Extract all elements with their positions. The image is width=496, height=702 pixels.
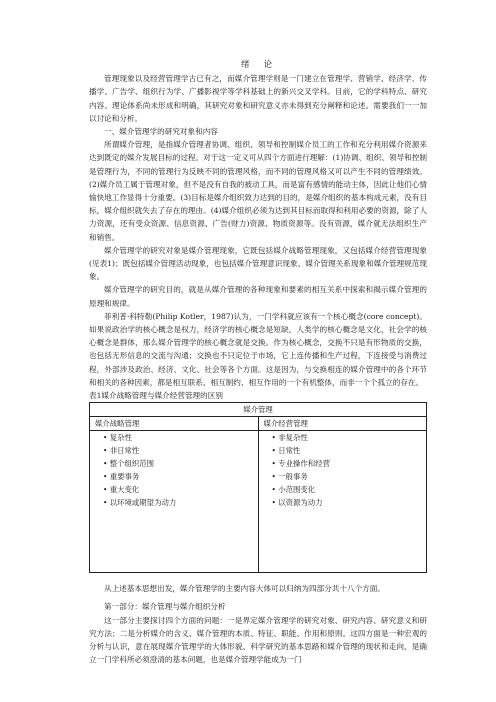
list-item: • 重大变化 <box>103 483 253 496</box>
paragraph-research-purpose: 媒介管理学的研究目的，就是从媒介管理的各种现象和要素的相互关系中探索和揭示媒介管理的原理和规律。 <box>89 285 427 308</box>
table-col-operation: 媒介经营管理 <box>258 417 427 431</box>
list-item: • 小范围变化 <box>272 483 422 496</box>
list-item: • 整个组织范围 <box>103 457 253 470</box>
strategy-list-cell <box>90 431 259 573</box>
comparison-table <box>89 402 427 573</box>
table-header: 媒介管理 <box>90 403 427 417</box>
paragraph-summary: 从上述基本思想出发，媒介管理学的主要内容大体可以归纳为四部分共十八个方面。 <box>104 584 385 594</box>
list-item: • 重要事务 <box>103 470 253 483</box>
paragraph-core-concept: 菲利普·科特勒(Philip Kotler，1987)认为，一门学科就应该有一个核心概念(core concept)。如果说政治学的核心概念是权力，经济学的核心概念是短缺，人类学的核心概念是文化，社会学的核心概念是群体，那么媒介管理学的核心概念就是交换。作为核心概念，交换不只是有形物质的交换，也包括无形信息的交流与沟通；交换也不只定位于市场，它上连传播和生产过程，下连接受与消费过程，外部涉及政治、经济、文化、社会等各个方面。这是因为，与交换相连的媒介管理中的各个环节和相关的各种因素，都是相互联系、相互制约、相互作用的一个有机整体，而非一个个孤立的存在。 <box>89 311 427 387</box>
chapter-title: 绪 论 <box>240 59 276 69</box>
paragraph-part1: 这一部分主要探讨四个方面的问题：一是界定媒介管理学的研究对象、研究内容、研究意义和研究方法；二是分析媒介的含义、媒介管理的本质、特征、职能、作用和原则。这四方面是一种宏观的分析与认识，意在展现媒介管理学的大体形貌、科学研究的基本思路和媒介管理的现状和走向，是确立一门学科所必须澄清的基本问题，也是媒介管理学能成为一门 <box>89 615 427 665</box>
operation-list <box>264 431 422 509</box>
list-item: • 非复杂性 <box>272 431 422 444</box>
operation-list-cell <box>258 431 427 573</box>
spacer <box>89 573 427 582</box>
table-caption: 表1媒介战略管理与媒介经营管理的区别 <box>89 391 223 401</box>
list-item: • 非日常性 <box>103 444 253 457</box>
section-heading-1: 一、媒介管理学的研究对象和内容 <box>104 127 218 137</box>
intro-paragraph: 管理现象以及经营管理学古已有之，而媒介管理学则是一门建立在管理学、营销学、经济学、传播学、广告学、组织行为学、广播影视学等学科基础上的新兴交叉学科。目前，它的学科特点、研究内容、理论体系尚未形成和明确，其研究对象和研究意义亦未得到充分阐释和论述。需要我们一一加以讨论和分析。 <box>89 74 427 123</box>
list-item: • 一般事务 <box>272 470 422 483</box>
table-col-strategy: 媒介战略管理 <box>90 417 259 431</box>
list-item: • 以环境或期望为动力 <box>103 496 253 509</box>
paragraph-research-object: 媒介管理学的研究对象是媒介管理现象，它既包括媒介战略管理现象，又包括媒介经营管理现象(见表1)；既包括媒介管理活动现象，也包括媒介管理意识现象、媒介管理关系现象和媒介管理规范现象。 <box>89 245 427 282</box>
list-item: • 以资源为动力 <box>272 496 422 509</box>
list-item: • 复杂性 <box>103 431 253 444</box>
list-item: • 专业操作和经营 <box>272 457 422 470</box>
list-item: • 日常性 <box>272 444 422 457</box>
strategy-list <box>95 431 253 509</box>
part-heading-1: 第一部分：媒介管理与媒介组织分析 <box>104 602 226 612</box>
paragraph-definition: 所谓媒介管理，是指媒介管理者协调、组织、领导和控制媒介员工的工作和充分利用媒介资源来达到既定的媒介发展目标的过程。对于这一定义可从四个方面进行理解：(1)协调、组织、领导和控制是管理行为，不同的管理行为反映不同的管理风格，而不同的管理风格又可以产生不同的管理绩效。(2)媒介员工属于管理对象，但不是没有自我的被动工具，而是富有感情的能动主体，因此让他们心情愉快地工作显得十分重要。(3)目标是媒介组织致力达到的目的，是媒介组织的基本构成元素，没有目标，媒介组织就失去了存在的理由。(4)媒介组织必须为达到其目标而取得和利用必要的资源，除了人力资源，还有受众资源、信息资源、广告(财力)资源、物质资源等。没有资源，媒介就无法组织生产和销售。 <box>89 140 427 242</box>
